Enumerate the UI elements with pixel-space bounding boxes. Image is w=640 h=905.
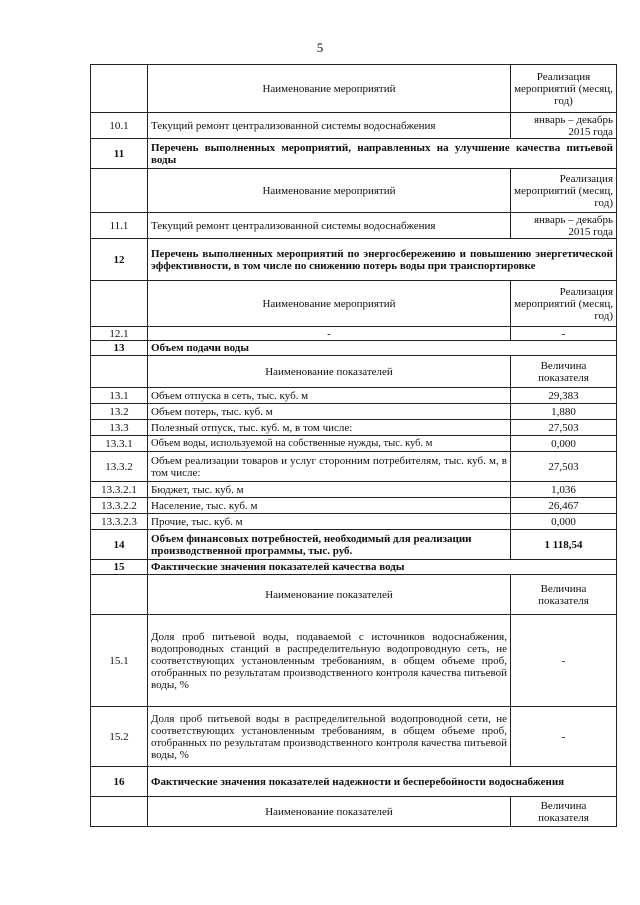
table-row — [91, 452, 617, 482]
empty-num-cell — [91, 65, 148, 113]
row-name: Бюджет, тыс. куб. м — [148, 482, 511, 498]
empty-num-cell — [91, 281, 148, 327]
section-value: 1 118,54 — [511, 530, 617, 560]
row-name: - — [148, 327, 511, 341]
section-row — [91, 139, 617, 169]
row-period: - — [511, 327, 617, 341]
row-name: Объем реализации товаров и услуг сторонним потребителям, тыс. куб. м, в том числе: — [148, 452, 511, 482]
section-number: 11 — [91, 139, 148, 169]
page-number: 5 — [316, 40, 324, 55]
row-value: 1,036 — [511, 482, 617, 498]
header-name-cell: Наименование показателей — [148, 575, 511, 615]
row-name: Объем воды, используемой на собственные нужды, тыс. куб. м — [148, 436, 511, 452]
header-value-cell: Величина показателя — [511, 356, 617, 388]
header-name-cell: Наименование мероприятий — [148, 65, 511, 113]
table-row — [91, 498, 617, 514]
section-title: Объем финансовых потребностей, необходимый для реализации производственной программы, тыс. руб. — [148, 530, 511, 560]
row-value: 29,383 — [511, 388, 617, 404]
row-value: 0,000 — [511, 514, 617, 530]
header-name-cell: Наименование мероприятий — [148, 281, 511, 327]
empty-num-cell — [91, 797, 148, 827]
table-row — [91, 213, 617, 239]
row-number: 13.3 — [91, 420, 148, 436]
row-value: - — [511, 707, 617, 767]
row-number: 13.3.1 — [91, 436, 148, 452]
table-row — [91, 113, 617, 139]
row-period: январь – декабрь 2015 года — [511, 213, 617, 239]
header-period-cell: Реализация мероприятий (месяц, год) — [511, 169, 617, 213]
table-row — [91, 436, 617, 452]
table-row — [91, 404, 617, 420]
header-name-cell: Наименование показателей — [148, 356, 511, 388]
row-value: - — [511, 615, 617, 707]
section-row — [91, 560, 617, 575]
table-row — [91, 482, 617, 498]
row-name: Доля проб питьевой воды, подаваемой с источников водоснабжения, водопроводных станций в распределительную водопроводную сеть, не соответствующих установленным требованиям, в общем объеме проб, отобранных по результатам производственного контроля качества питьевой воды, % — [148, 615, 511, 707]
row-value: 1,880 — [511, 404, 617, 420]
row-number: 15.1 — [91, 615, 148, 707]
table-row — [91, 514, 617, 530]
row-value: 0,000 — [511, 436, 617, 452]
header-name-cell: Наименование показателей — [148, 797, 511, 827]
table-row — [91, 615, 617, 707]
table-row — [91, 707, 617, 767]
row-value: 27,503 — [511, 420, 617, 436]
section-number: 16 — [91, 767, 148, 797]
header-period-cell: Реализация мероприятий (месяц, год) — [511, 281, 617, 327]
row-number: 12.1 — [91, 327, 148, 341]
table-header-row — [91, 65, 617, 113]
empty-num-cell — [91, 356, 148, 388]
empty-num-cell — [91, 575, 148, 615]
header-value-cell: Величина показателя — [511, 575, 617, 615]
row-name: Текущий ремонт централизованной системы водоснабжения — [148, 213, 511, 239]
row-name: Население, тыс. куб. м — [148, 498, 511, 514]
table-header-row — [91, 356, 617, 388]
table-header-row — [91, 169, 617, 213]
row-number: 13.2 — [91, 404, 148, 420]
row-number: 11.1 — [91, 213, 148, 239]
table-header-row — [91, 575, 617, 615]
row-value: 26,467 — [511, 498, 617, 514]
row-name: Объем отпуска в сеть, тыс. куб. м — [148, 388, 511, 404]
row-name: Объем потерь, тыс. куб. м — [148, 404, 511, 420]
row-name: Прочие, тыс. куб. м — [148, 514, 511, 530]
row-number: 13.1 — [91, 388, 148, 404]
section-title: Перечень выполненных мероприятий по энергосбережению и повышению энергетической эффективности, в том числе по снижению потерь воды при транспортировке — [148, 239, 617, 281]
row-name: Текущий ремонт централизованной системы водоснабжения — [148, 113, 511, 139]
row-number: 10.1 — [91, 113, 148, 139]
table-header-row — [91, 797, 617, 827]
header-period-cell: Реализация мероприятий (месяц, год) — [511, 65, 617, 113]
row-name: Доля проб питьевой воды в распределительной водопроводной сети, не соответствующих установленным требованиям, в общем объеме проб, отобранных по результатам производственного контроля качества питьевой воды, % — [148, 707, 511, 767]
section-row — [91, 239, 617, 281]
row-number: 13.3.2.3 — [91, 514, 148, 530]
section-title: Фактические значения показателей качества воды — [148, 560, 617, 575]
row-period: январь – декабрь 2015 года — [511, 113, 617, 139]
row-value: 27,503 — [511, 452, 617, 482]
section-number: 13 — [91, 341, 148, 356]
table-row — [91, 327, 617, 341]
section-title: Перечень выполненных мероприятий, направленных на улучшение качества питьевой воды — [148, 139, 617, 169]
section-number: 12 — [91, 239, 148, 281]
row-number: 13.3.2.2 — [91, 498, 148, 514]
header-name-cell: Наименование мероприятий — [148, 169, 511, 213]
table-header-row — [91, 281, 617, 327]
row-name: Полезный отпуск, тыс. куб. м, в том числе: — [148, 420, 511, 436]
table-row — [91, 420, 617, 436]
row-number: 13.3.2.1 — [91, 482, 148, 498]
section-title: Фактические значения показателей надежности и бесперебойности водоснабжения — [148, 767, 617, 797]
program-table — [90, 64, 617, 827]
section-number: 14 — [91, 530, 148, 560]
table-row — [91, 388, 617, 404]
section-row — [91, 341, 617, 356]
section-row — [91, 767, 617, 797]
section-row — [91, 530, 617, 560]
section-title: Объем подачи воды — [148, 341, 617, 356]
empty-num-cell — [91, 169, 148, 213]
section-number: 15 — [91, 560, 148, 575]
header-value-cell: Величина показателя — [511, 797, 617, 827]
row-number: 15.2 — [91, 707, 148, 767]
row-number: 13.3.2 — [91, 452, 148, 482]
